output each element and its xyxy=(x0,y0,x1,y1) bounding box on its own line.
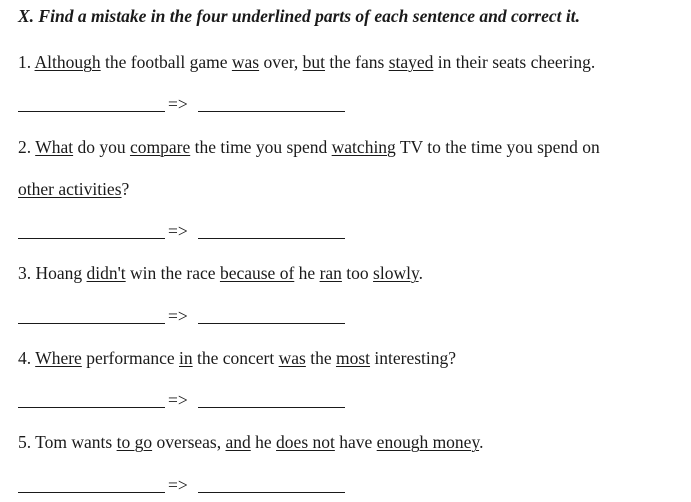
sentence-text: the time you spend xyxy=(190,137,332,157)
arrow-symbol: => xyxy=(168,475,188,495)
underlined-part-a: to go xyxy=(116,432,153,452)
underlined-part-d: enough money xyxy=(376,432,480,452)
question-2 xyxy=(18,135,600,159)
sentence-text: the concert xyxy=(192,348,279,368)
sentence-text: . xyxy=(479,432,484,452)
question-3-prefix: 3. Hoang xyxy=(18,263,87,283)
question-1-prefix: 1. xyxy=(18,52,35,72)
underlined-part-b: in xyxy=(179,348,193,368)
underlined-part-b: compare xyxy=(129,137,191,157)
mistake-blank[interactable] xyxy=(18,111,165,112)
underlined-part-b: was xyxy=(231,52,260,72)
sentence-text: over, xyxy=(259,52,303,72)
arrow-symbol: => xyxy=(168,390,188,410)
sentence-text: . xyxy=(418,263,423,283)
question-2-continued xyxy=(18,177,129,201)
answer-row-4 xyxy=(18,388,348,412)
underlined-part-a: Where xyxy=(35,348,82,368)
underlined-part-a: What xyxy=(35,137,74,157)
answer-row-2 xyxy=(18,219,348,243)
sentence-text: ? xyxy=(121,179,130,199)
sentence-text: he xyxy=(250,432,277,452)
question-5 xyxy=(18,430,483,454)
answer-row-5 xyxy=(18,473,348,497)
correction-blank[interactable] xyxy=(198,323,345,324)
exercise-heading: X. Find a mistake in the four underlined parts of each sentence and correct it. xyxy=(18,6,580,26)
correction-blank[interactable] xyxy=(198,492,345,493)
question-3 xyxy=(18,261,423,285)
question-1 xyxy=(18,50,595,74)
question-5-prefix: 5. Tom wants xyxy=(18,432,117,452)
underlined-part-d: most xyxy=(335,348,371,368)
sentence-text: performance xyxy=(81,348,179,368)
underlined-part-c: ran xyxy=(319,263,342,283)
underlined-part-c: does not xyxy=(276,432,335,452)
sentence-text: have xyxy=(334,432,377,452)
sentence-text: the football game xyxy=(100,52,232,72)
mistake-blank[interactable] xyxy=(18,492,165,493)
sentence-text: in their seats cheering. xyxy=(433,52,596,72)
arrow-symbol: => xyxy=(168,94,188,114)
underlined-part-b: and xyxy=(225,432,251,452)
arrow-symbol: => xyxy=(168,306,188,326)
underlined-part-d: other activities xyxy=(18,179,122,199)
correction-blank[interactable] xyxy=(198,111,345,112)
sentence-text: too xyxy=(341,263,374,283)
underlined-part-a: didn't xyxy=(86,263,126,283)
sentence-text: TV to the time you spend on xyxy=(395,137,600,157)
underlined-part-a: Although xyxy=(34,52,101,72)
underlined-part-b: because of xyxy=(219,263,295,283)
arrow-symbol: => xyxy=(168,221,188,241)
question-2-prefix: 2. xyxy=(18,137,36,157)
sentence-text: the fans xyxy=(325,52,389,72)
mistake-blank[interactable] xyxy=(18,407,165,408)
sentence-text: the xyxy=(305,348,336,368)
underlined-part-d: stayed xyxy=(388,52,434,72)
question-4-prefix: 4. xyxy=(18,348,36,368)
mistake-blank[interactable] xyxy=(18,323,165,324)
underlined-part-c: watching xyxy=(331,137,396,157)
answer-row-3 xyxy=(18,304,348,328)
underlined-part-c: but xyxy=(302,52,326,72)
mistake-blank[interactable] xyxy=(18,238,165,239)
question-4 xyxy=(18,346,456,370)
sentence-text: win the race xyxy=(125,263,220,283)
sentence-text: overseas, xyxy=(152,432,226,452)
answer-row-1 xyxy=(18,92,348,116)
sentence-text: do you xyxy=(73,137,130,157)
sentence-text: he xyxy=(294,263,320,283)
correction-blank[interactable] xyxy=(198,238,345,239)
sentence-text: interesting? xyxy=(370,348,457,368)
correction-blank[interactable] xyxy=(198,407,345,408)
underlined-part-d: slowly xyxy=(373,263,419,283)
underlined-part-c: was xyxy=(278,348,306,368)
